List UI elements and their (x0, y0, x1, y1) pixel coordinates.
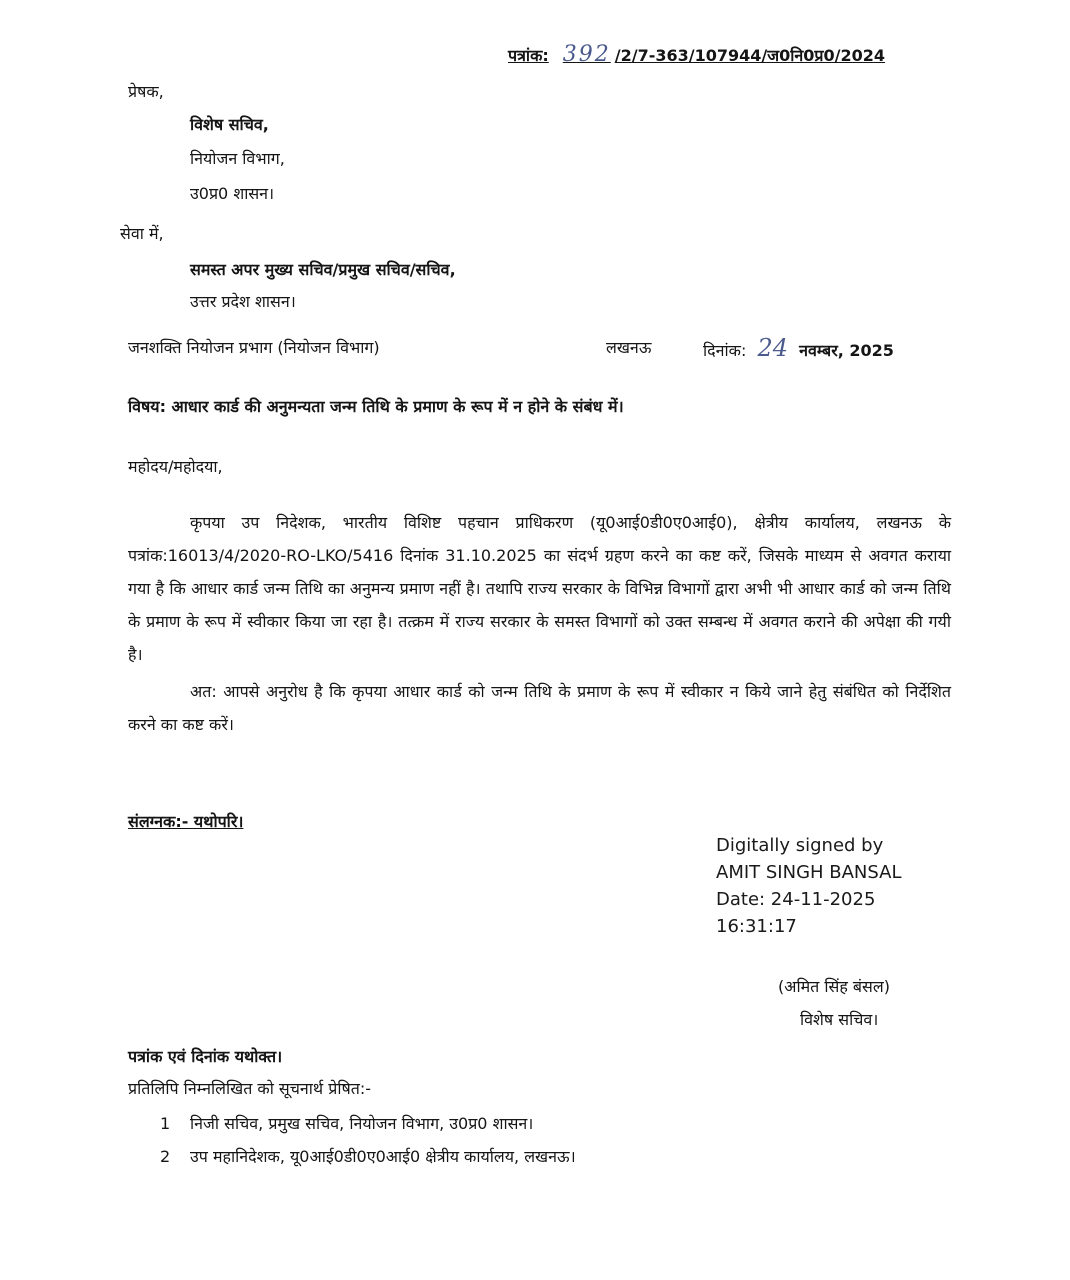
date-label: दिनांक: (703, 341, 747, 360)
copy-item-text: उप महानिदेशक, यू0आई0डी0ए0आई0 क्षेत्रीय कार्यालय, लखनऊ। (190, 1147, 576, 1166)
letter-date (703, 334, 894, 362)
sender-designation: विशेष सचिव, (190, 115, 269, 134)
copy-intro: प्रतिलिपि निम्नलिखित को सूचनार्थ प्रेषित:- (128, 1079, 372, 1098)
section-name: जनशक्ति नियोजन प्रभाग (नियोजन विभाग) (128, 338, 380, 357)
handwritten-day: 24 (757, 334, 788, 362)
salutation: महोदय/महोदया, (128, 457, 223, 476)
handwritten-dispatch-number: 392 (562, 42, 611, 67)
signatory-designation: विशेष सचिव। (800, 1010, 879, 1029)
copy-item-number: 2 (160, 1147, 171, 1166)
place: लखनऊ (606, 338, 652, 357)
copy-list-item (160, 1112, 533, 1134)
recipient-label: सेवा में, (120, 224, 164, 243)
signatory-name: (अमित सिंह बंसल) (778, 977, 890, 996)
recipient-government: उत्तर प्रदेश शासन। (190, 292, 296, 311)
copy-heading: पत्रांक एवं दिनांक यथोक्त। (128, 1047, 283, 1066)
sender-government: उ0प्र0 शासन। (190, 184, 275, 203)
reference-label: पत्रांक: (508, 46, 549, 65)
signature-line-1: Digitally signed by (716, 835, 884, 856)
copy-item-number: 1 (160, 1114, 171, 1133)
month-year: नवम्बर, 2025 (799, 341, 894, 360)
letter-reference-number (508, 42, 885, 67)
signature-time: 16:31:17 (716, 916, 797, 937)
copy-list-item (160, 1145, 576, 1167)
reference-number: /2/7-363/107944/ज0नि0प्र0/2024 (614, 46, 886, 65)
body-paragraph-1: कृपया उप निदेशक, भारतीय विशिष्ट पहचान प्राधिकरण (यू0आई0डी0ए0आई0), क्षेत्रीय कार्यालय, लखनऊ के पत्रांक:16013/4/2020-RO-LKO/5416 दिनांक 31.10.2025 का संदर्भ ग्रहण करने का कष्ट करें, जिसके माध्यम से अवगत कराया गया है कि आधार कार्ड जन्म तिथि का अनुमन्य प्रमाण नहीं है। तथापि राज्य सरकार के विभिन्न विभागों द्वारा अभी भी आधार कार्ड को जन्म तिथि के प्रमाण के रूप में स्वीकार किया जा रहा है। तत्क्रम में राज्य सरकार के समस्त विभागों को उक्त सम्बन्ध में अवगत कराने की अपेक्षा की गयी है। (128, 513, 951, 664)
subject-line: विषय: आधार कार्ड की अनुमन्यता जन्म तिथि के प्रमाण के रूप में न होने के संबंध में। (128, 397, 624, 416)
digital-signature-block (716, 832, 902, 940)
body-paragraph-2: अत: आपसे अनुरोध है कि कृपया आधार कार्ड को जन्म तिथि के प्रमाण के रूप में स्वीकार न किये जाने हेतु संबंधित को निर्देशित करने का कष्ट करें। (128, 682, 951, 734)
recipient-designation: समस्त अपर मुख्य सचिव/प्रमुख सचिव/सचिव, (190, 260, 456, 279)
signature-date: Date: 24-11-2025 (716, 889, 876, 910)
sender-label: प्रेषक, (128, 82, 164, 101)
sender-department: नियोजन विभाग, (190, 149, 285, 168)
signature-signer-name: AMIT SINGH BANSAL (716, 862, 902, 883)
copy-item-text: निजी सचिव, प्रमुख सचिव, नियोजन विभाग, उ0प्र0 शासन। (190, 1114, 534, 1133)
body-text (128, 506, 951, 741)
enclosure-note: संलग्नक:- यथोपरि। (128, 812, 244, 831)
